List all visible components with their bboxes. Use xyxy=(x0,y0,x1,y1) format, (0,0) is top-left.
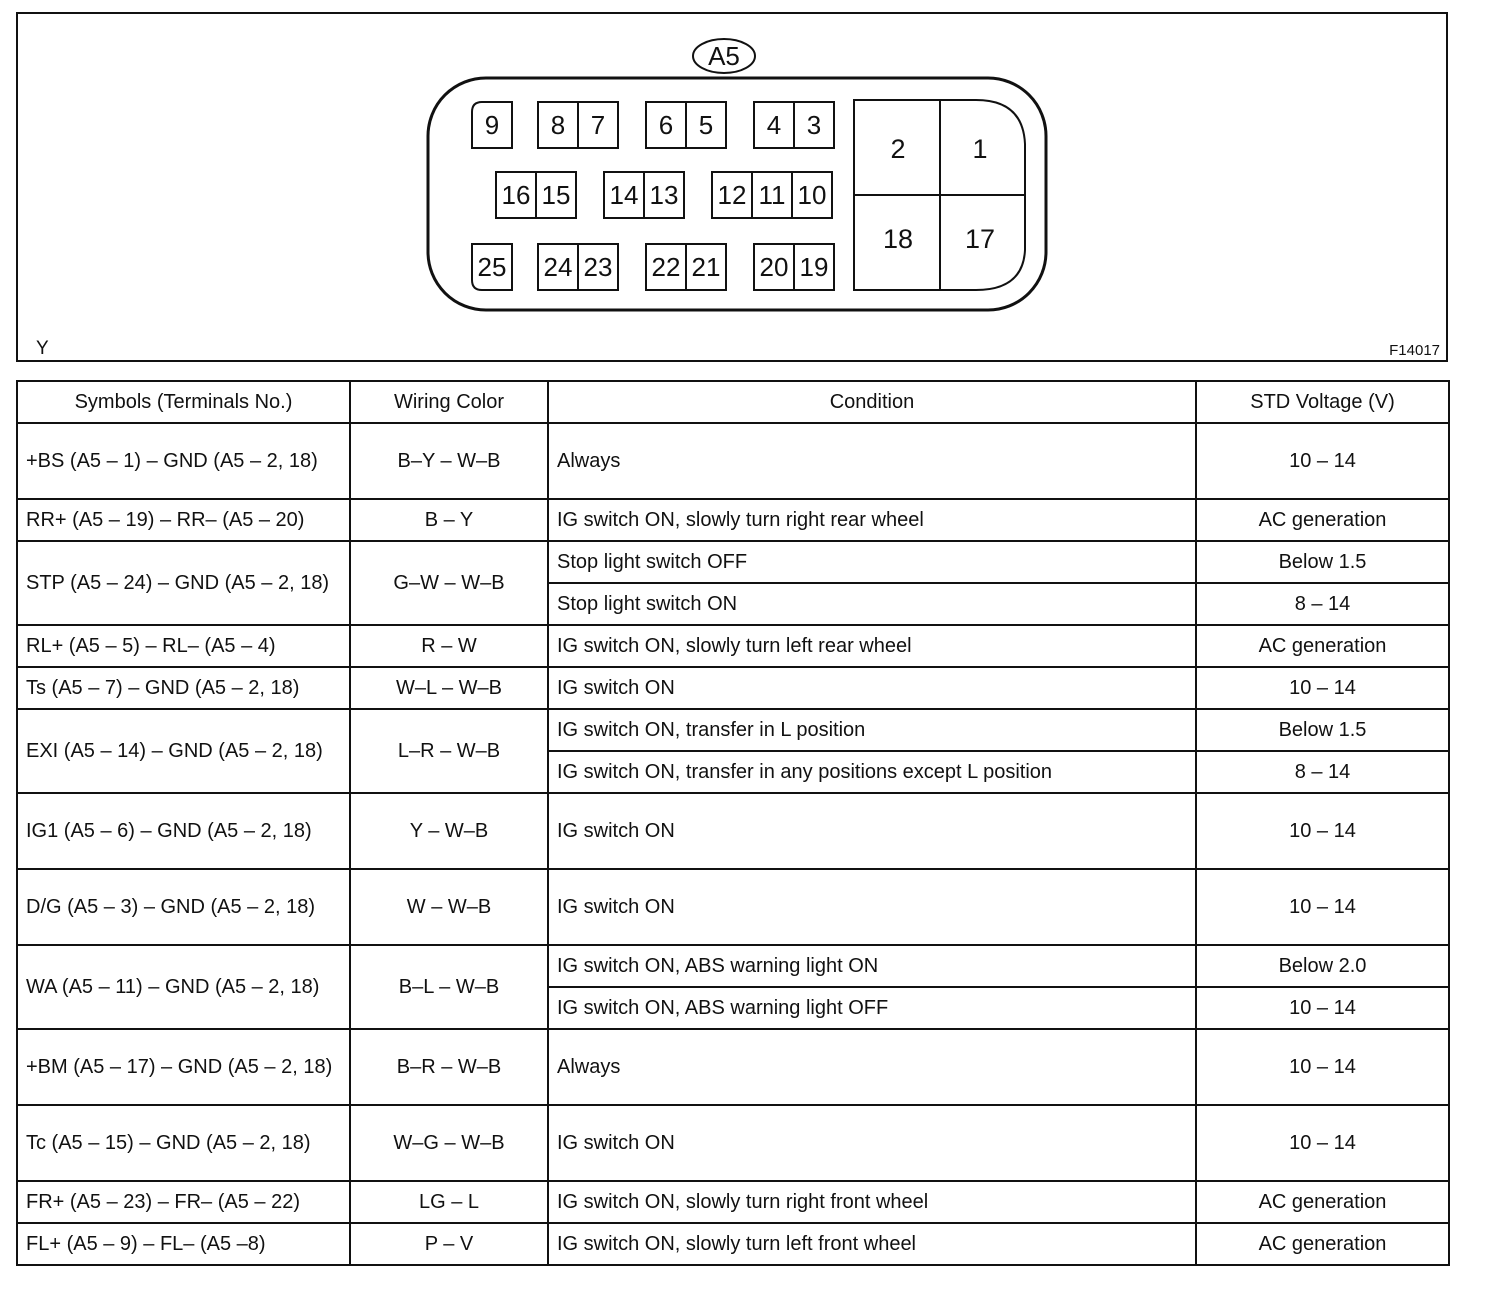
pin-cell xyxy=(578,102,618,148)
condition-cell: Always xyxy=(548,423,1196,499)
wiring-color-cell: L–R – W–B xyxy=(350,709,548,793)
pin-cell xyxy=(578,244,618,290)
wiring-color-cell: W–L – W–B xyxy=(350,667,548,709)
symbol-cell: STP (A5 – 24) – GND (A5 – 2, 18) xyxy=(17,541,350,625)
symbol-cell: +BM (A5 – 17) – GND (A5 – 2, 18) xyxy=(17,1029,350,1105)
pin-cell xyxy=(686,102,726,148)
condition-cell: IG switch ON xyxy=(548,667,1196,709)
table-row xyxy=(17,793,1449,869)
pin-number: 4 xyxy=(766,110,782,140)
pin-cell xyxy=(794,244,834,290)
figure-code: F14017 xyxy=(1389,342,1440,359)
header-condition: Condition xyxy=(548,381,1196,423)
table-row xyxy=(17,945,1449,987)
std-voltage-cell: 10 – 14 xyxy=(1196,1105,1449,1181)
pin-number: 16 xyxy=(501,180,531,210)
header-symbols: Symbols (Terminals No.) xyxy=(17,381,350,423)
pin-number: 20 xyxy=(759,252,789,282)
pin-number: 24 xyxy=(543,252,573,282)
table-row xyxy=(17,1223,1449,1265)
std-voltage-table xyxy=(16,380,1450,1266)
pin-cell xyxy=(646,102,686,148)
symbol-cell: +BS (A5 – 1) – GND (A5 – 2, 18) xyxy=(17,423,350,499)
pin-cell xyxy=(752,172,792,218)
table-row xyxy=(17,1029,1449,1105)
table-row xyxy=(17,709,1449,751)
condition-cell: Always xyxy=(548,1029,1196,1105)
pin-number: 3 xyxy=(806,110,822,140)
pin-cell xyxy=(472,244,512,290)
pin-number: 11 xyxy=(758,180,786,210)
table-row xyxy=(17,541,1449,583)
std-voltage-cell: 10 – 14 xyxy=(1196,423,1449,499)
std-voltage-cell: 10 – 14 xyxy=(1196,667,1449,709)
large-pin-number: 18 xyxy=(882,224,914,254)
pin-cell xyxy=(538,102,578,148)
pin-number: 25 xyxy=(477,252,507,282)
wiring-color-cell: R – W xyxy=(350,625,548,667)
pin-number: 6 xyxy=(658,110,674,140)
table-row xyxy=(17,1181,1449,1223)
connector-color-code: Y xyxy=(36,338,49,359)
table-header-row xyxy=(17,381,1449,423)
pin-number: 9 xyxy=(484,110,500,140)
pin-cell xyxy=(686,244,726,290)
small-pin-group xyxy=(472,102,834,290)
std-voltage-cell: AC generation xyxy=(1196,1181,1449,1223)
table-row xyxy=(17,1105,1449,1181)
connector-label: A5 xyxy=(708,41,740,71)
pin-cell xyxy=(472,102,512,148)
condition-cell: IG switch ON, slowly turn right front wheel xyxy=(548,1181,1196,1223)
pin-cell xyxy=(794,102,834,148)
pin-cell xyxy=(646,244,686,290)
large-pin-number: 17 xyxy=(964,224,996,254)
pin-cell xyxy=(754,244,794,290)
wiring-color-cell: B–R – W–B xyxy=(350,1029,548,1105)
pin-number: 15 xyxy=(541,180,571,210)
std-voltage-cell: Below 1.5 xyxy=(1196,541,1449,583)
pin-number: 21 xyxy=(691,252,721,282)
pin-cell xyxy=(712,172,752,218)
pin-number: 10 xyxy=(797,180,827,210)
symbol-cell: Tc (A5 – 15) – GND (A5 – 2, 18) xyxy=(17,1105,350,1181)
condition-cell: IG switch ON, transfer in L position xyxy=(548,709,1196,751)
pin-cell xyxy=(604,172,644,218)
std-voltage-cell: Below 2.0 xyxy=(1196,945,1449,987)
table-row xyxy=(17,423,1449,499)
connector-drawing xyxy=(18,14,1446,360)
wiring-color-cell: W–G – W–B xyxy=(350,1105,548,1181)
symbol-cell: EXI (A5 – 14) – GND (A5 – 2, 18) xyxy=(17,709,350,793)
condition-cell: IG switch ON, ABS warning light OFF xyxy=(548,987,1196,1029)
wiring-color-cell: P – V xyxy=(350,1223,548,1265)
pin-number: 13 xyxy=(649,180,679,210)
table-row xyxy=(17,869,1449,945)
pin-cell xyxy=(496,172,536,218)
pin-cell xyxy=(792,172,832,218)
condition-cell: IG switch ON, slowly turn right rear wheel xyxy=(548,499,1196,541)
table-row xyxy=(17,667,1449,709)
condition-cell: IG switch ON xyxy=(548,793,1196,869)
condition-cell: Stop light switch ON xyxy=(548,583,1196,625)
header-wiring-color: Wiring Color xyxy=(350,381,548,423)
symbol-cell: RR+ (A5 – 19) – RR– (A5 – 20) xyxy=(17,499,350,541)
pin-number: 8 xyxy=(550,110,566,140)
condition-cell: IG switch ON, slowly turn left front wheel xyxy=(548,1223,1196,1265)
pin-cell xyxy=(754,102,794,148)
large-pin-number: 2 xyxy=(890,134,906,164)
wiring-color-cell: B–L – W–B xyxy=(350,945,548,1029)
symbol-cell: D/G (A5 – 3) – GND (A5 – 2, 18) xyxy=(17,869,350,945)
wiring-color-cell: B–Y – W–B xyxy=(350,423,548,499)
pin-number: 5 xyxy=(698,110,714,140)
wiring-color-cell: B – Y xyxy=(350,499,548,541)
std-voltage-cell: AC generation xyxy=(1196,625,1449,667)
symbol-cell: FR+ (A5 – 23) – FR– (A5 – 22) xyxy=(17,1181,350,1223)
std-voltage-cell: AC generation xyxy=(1196,1223,1449,1265)
std-voltage-cell: 8 – 14 xyxy=(1196,751,1449,793)
condition-cell: IG switch ON xyxy=(548,869,1196,945)
pin-cell xyxy=(538,244,578,290)
pin-number: 14 xyxy=(609,180,639,210)
symbol-cell: IG1 (A5 – 6) – GND (A5 – 2, 18) xyxy=(17,793,350,869)
table-row xyxy=(17,499,1449,541)
std-voltage-cell: 10 – 14 xyxy=(1196,1029,1449,1105)
std-voltage-cell: 10 – 14 xyxy=(1196,987,1449,1029)
pin-cell xyxy=(536,172,576,218)
header-std-voltage: STD Voltage (V) xyxy=(1196,381,1449,423)
pin-number: 19 xyxy=(799,252,829,282)
wiring-color-cell: G–W – W–B xyxy=(350,541,548,625)
pin-number: 22 xyxy=(651,252,681,282)
large-pin-number: 1 xyxy=(972,134,988,164)
condition-cell: IG switch ON xyxy=(548,1105,1196,1181)
std-voltage-cell: 10 – 14 xyxy=(1196,793,1449,869)
std-voltage-cell: 8 – 14 xyxy=(1196,583,1449,625)
table-row xyxy=(17,625,1449,667)
symbol-cell: FL+ (A5 – 9) – FL– (A5 –8) xyxy=(17,1223,350,1265)
std-voltage-cell: Below 1.5 xyxy=(1196,709,1449,751)
symbol-cell: Ts (A5 – 7) – GND (A5 – 2, 18) xyxy=(17,667,350,709)
pin-number: 23 xyxy=(583,252,613,282)
pin-cell xyxy=(644,172,684,218)
connector-diagram xyxy=(16,12,1448,362)
std-voltage-cell: 10 – 14 xyxy=(1196,869,1449,945)
condition-cell: IG switch ON, transfer in any positions except L position xyxy=(548,751,1196,793)
pin-number: 7 xyxy=(590,110,606,140)
wiring-color-cell: W – W–B xyxy=(350,869,548,945)
symbol-cell: RL+ (A5 – 5) – RL– (A5 – 4) xyxy=(17,625,350,667)
wiring-color-cell: LG – L xyxy=(350,1181,548,1223)
condition-cell: IG switch ON, ABS warning light ON xyxy=(548,945,1196,987)
condition-cell: IG switch ON, slowly turn left rear wheel xyxy=(548,625,1196,667)
pin-number: 12 xyxy=(717,180,747,210)
symbol-cell: WA (A5 – 11) – GND (A5 – 2, 18) xyxy=(17,945,350,1029)
wiring-color-cell: Y – W–B xyxy=(350,793,548,869)
condition-cell: Stop light switch OFF xyxy=(548,541,1196,583)
std-voltage-cell: AC generation xyxy=(1196,499,1449,541)
